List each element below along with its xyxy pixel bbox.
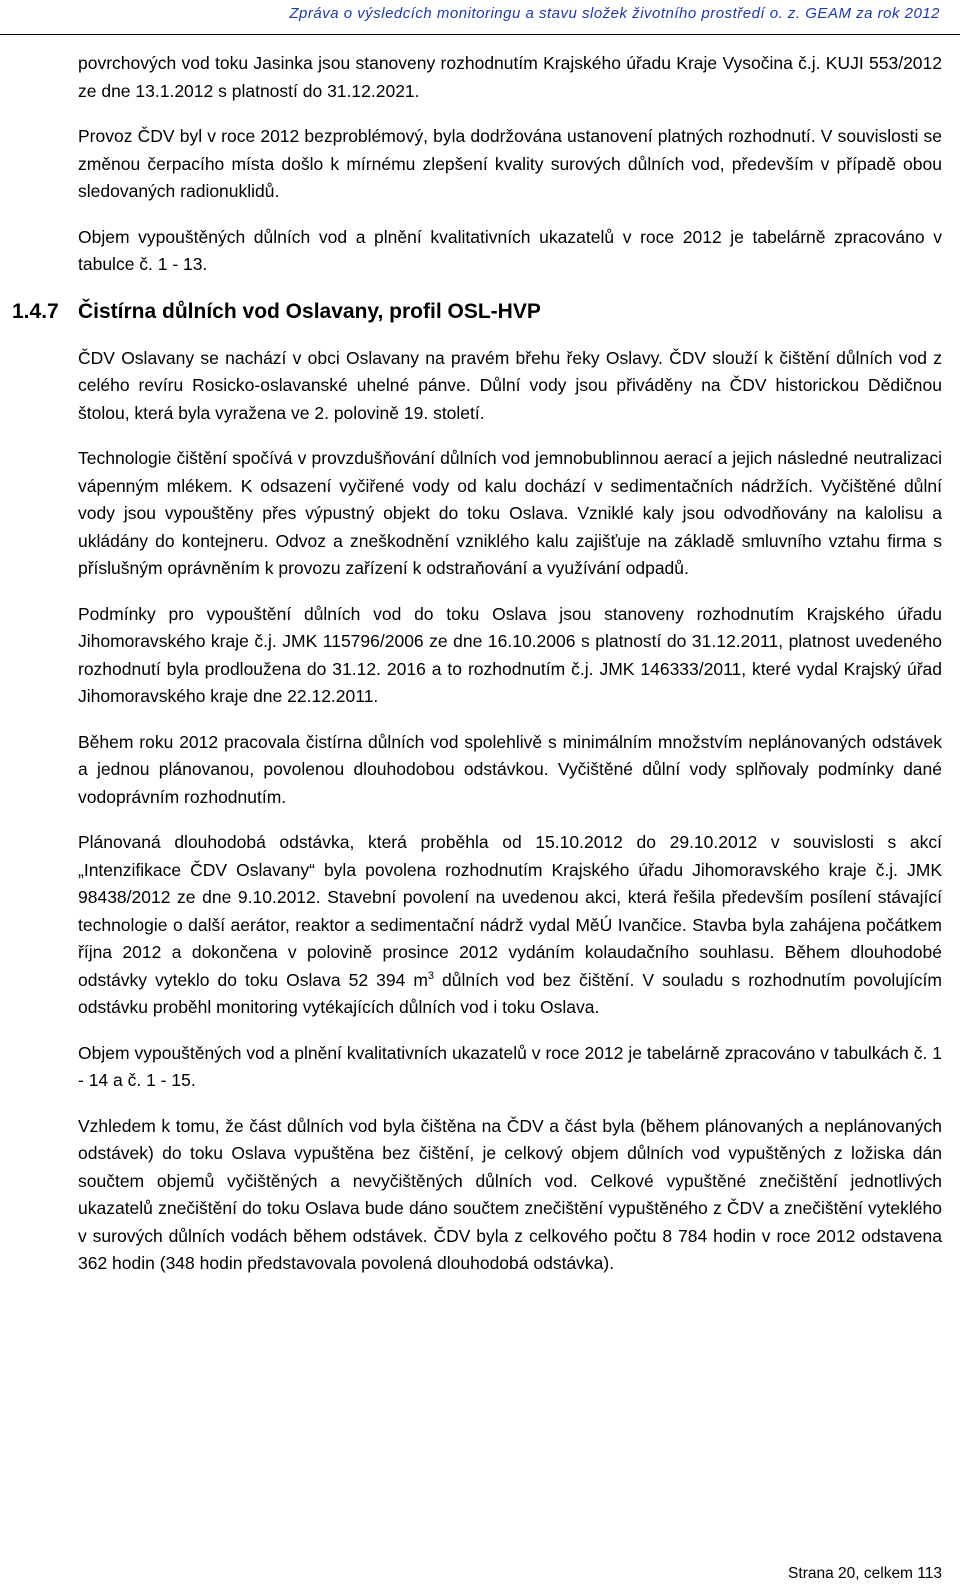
paragraph-volume-reference: Objem vypouštěných důlních vod a plnění kvalitativních ukazatelů v roce 2012 je tabelárně zpracováno v tabulce č. 1 - 13. — [78, 226, 942, 274]
document-body — [12, 50, 942, 1296]
cubic-superscript: 3 — [427, 969, 435, 982]
shutdown-text: Plánovaná dlouhodobá odstávka, která proběhla od 15.10.2012 do 29.10.2012 v souvislosti s akcí „Intenzifikace ČDV Oslavany“ byla povolena rozhodnutím Krajského úřadu Jihomoravského kraje č.j. JMK 98438/2012 ze dne 9.10.2012. Stavební povolení na uvedenou akci, která řešila především posílení stávající technologie o další aerátor, reaktor a sedimentační nádrž vydal MěÚ Ivančice. Stavba byla zahájena počátkem října 2012 a dokončena v polovině prosince 2012 vydáním kolaudačního souhlasu. Během dlouhodobé odstávky vyteklo do toku Oslava 52 394 m — [78, 832, 942, 990]
page-header — [0, 0, 960, 35]
section-title: Čistírna důlních vod Oslavany, profil OSL-HVP — [78, 299, 541, 323]
running-title: Zpráva o výsledcích monitoringu a stavu složek životního prostředí o. z. GEAM za rok 2012 — [289, 5, 940, 22]
paragraph-discharge-conditions: Podmínky pro vypouštění důlních vod do toku Oslava jsou stanoveny rozhodnutím Krajského úřadu Jihomoravského kraje č.j. JMK 115796/2006 ze dne 16.10.2006 s platností do 31.12.2011, platnost uvedeného rozhodnutí byla prodloužena do 31.12. 2016 a to rozhodnutím č.j. JMK 146333/2011, které vydal Krajský úřad Jihomoravského kraje dne 22.12.2011. — [78, 603, 942, 706]
section-number: 1.4.7 — [12, 299, 59, 323]
paragraph-cdv-operation: Provoz ČDV byl v roce 2012 bezproblémový, byla dodržována ustanovení platných rozhodnutí. V souvislosti se změnou čerpacího místa došlo k mírnému zlepšení kvality surových důlních vod, především v případě obou sledovaných radionuklidů. — [78, 126, 942, 201]
section-heading — [12, 297, 942, 327]
paragraph-location: ČDV Oslavany se nachází v obci Oslavany na pravém břehu řeky Oslavy. ČDV slouží k čištění důlních vod z celého revíru Rosicko-oslavanské uhelné pánve. Důlní vody jsou přiváděny na ČDV historickou Dědičnou štolou, která byla vyražena ve 2. polovině 19. století. — [78, 347, 942, 423]
paragraph-technology: Technologie čištění spočívá v provzdušňování důlních vod jemnobublinnou aerací a jejich následné neutralizaci vápenným mlékem. K odsazení vyčiřené vody od kalu dochází v sedimentačních nádržích. Vyčištěné důlní vody jsou vypouštěny přes výpustný objekt do toku Oslava. Vzniklé kaly jsou odvodňovány na kalolisu a ukládány do kontejneru. Odvoz a zneškodnění vzniklého kalu zajišťuje na základě smluvního vztahu firma s příslušným oprávněním k provozu zařízení k odstraňování a využívání odpadů. — [78, 448, 942, 578]
paragraph-total-volume: Vzhledem k tomu, že část důlních vod byla čištěna na ČDV a část byla (během plánovaných a neplánovaných odstávek) do toku Oslava vypuštěna bez čištění, je celkový objem důlních vod vypuštěných z ložiska dán součtem objemů vyčištěných a nevyčištěných důlních vod. Celkové vypuštěné znečištění jednotlivých ukazatelů znečištění do toku Oslava bude dáno součtem znečištění vypuštěného z ČDV a znečištění vyteklého v surových důlních vodách během odstávek. ČDV byla z celkového počtu 8 784 hodin v roce 2012 odstavena 362 hodin (348 hodin představovala povolená dlouhodobá odstávka). — [78, 1115, 942, 1273]
paragraph-jasinka-conditions: povrchových vod toku Jasinka jsou stanoveny rozhodnutím Krajského úřadu Kraje Vysočina č.j. KUJI 553/2012 ze dne 13.1.2012 s platností do 31.12.2021. — [78, 53, 942, 101]
paragraph-planned-shutdown — [78, 829, 942, 1022]
paragraph-operation-2012: Během roku 2012 pracovala čistírna důlních vod spolehlivě s minimálním množstvím neplánovaných odstávek a jednou plánovanou, povolenou dlouhodobou odstávkou. Vyčištěné důlní vody splňovaly podmínky dané vodoprávním rozhodnutím. — [78, 731, 942, 807]
page-number: Strana 20, celkem 113 — [788, 1565, 942, 1582]
shutdown-text-continued: důlních vod bez čištění. V souladu s rozhodnutím povolujícím odstávku proběhl monitoring vytékajících důlních vod i toku Oslava. — [78, 969, 942, 1017]
paragraph-tables-reference: Objem vypouštěných vod a plnění kvalitativních ukazatelů v roce 2012 je tabelárně zpracováno v tabulkách č. 1 - 14 a č. 1 - 15. — [78, 1042, 942, 1090]
